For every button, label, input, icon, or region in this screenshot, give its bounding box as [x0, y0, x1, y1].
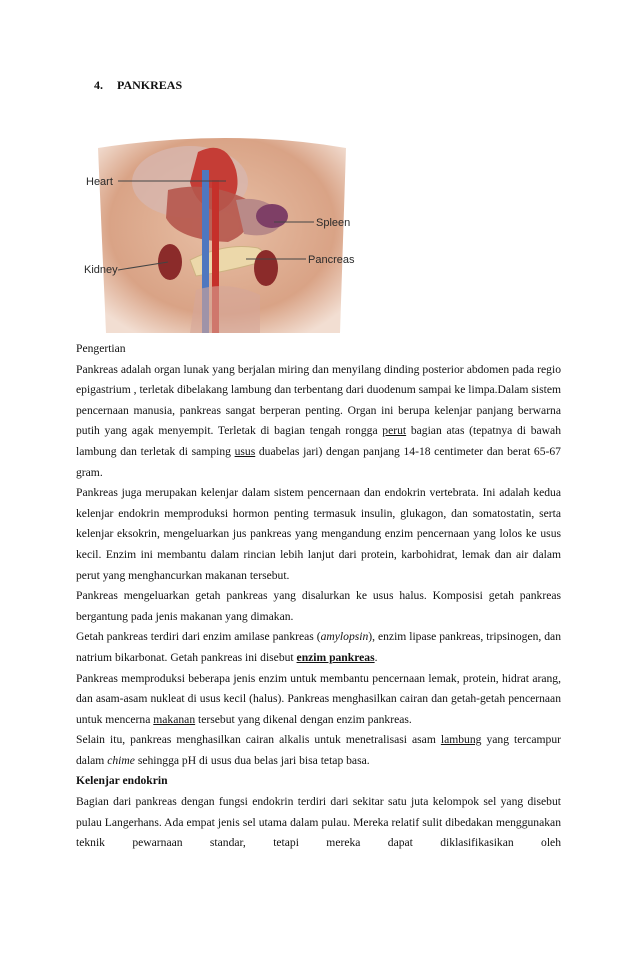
paragraph-5 — [76, 669, 561, 731]
heading-title: PANKREAS — [117, 78, 183, 92]
link-lambung[interactable]: lambung — [440, 733, 482, 747]
paragraph-4 — [76, 627, 561, 668]
article-body — [76, 339, 561, 854]
label-heart: Heart — [86, 176, 113, 188]
paragraph-7: Bagian dari pankreas dengan fungsi endokrin terdiri dari sekitar satu juta kelompok sel yang disebut pulau Langerhans. Ada empat jenis sel utama dalam pulau. Mereka relatif sulit dibedakan menggunakan teknik pewarnaan standar, tetapi mereka dapat diklasifikasikan oleh — [76, 795, 561, 850]
paragraph-1-text-b: bagian atas (tepatnya di bawah lambung dan terletak di samping — [76, 424, 561, 458]
section-heading — [94, 78, 182, 93]
heading-number: 4. — [94, 78, 103, 92]
link-makanan[interactable]: makanan — [153, 712, 196, 726]
label-kidney: Kidney — [84, 264, 118, 276]
paragraph-3: Pankreas mengeluarkan getah pankreas yang disalurkan ke usus halus. Komposisi getah pankreas bergantung pada jenis makanan yang dimakan. — [76, 589, 561, 623]
paragraph-6 — [76, 730, 561, 771]
paragraph-6-text-c: sehingga pH di usus dua belas jari bisa tetap basa. — [134, 753, 370, 767]
paragraph-6-text-b: yang tercampur dalam — [76, 733, 562, 767]
paragraph-2: Pankreas juga merupakan kelenjar dalam sistem pencernaan dan endokrin vertebrata. Ini adalah kedua kelenjar endokrin memproduksi hormon penting termasuk insulin, glukagon, dan somatostatin, serta kelenjar eksokrin, mengeluarkan jus pankreas yang mengandung enzim pencernaan yang lolos ke usus kecil. Enzim ini membantu dalam rincian lebih lanjut dari protein, karbohidrat, lemak dan air dalam perut yang menghancurkan makanan tersebut. — [76, 486, 561, 582]
paragraph-6-text-a: Selain itu, pankreas menghasilkan cairan alkalis untuk menetralisasi asam — [76, 733, 441, 747]
term-chime: chime — [107, 753, 135, 767]
subheading-kelenjar-endokrin: Kelenjar endokrin — [76, 774, 168, 788]
label-pancreas: Pancreas — [308, 254, 355, 266]
paragraph-1 — [76, 360, 561, 484]
link-usus[interactable]: usus — [234, 444, 256, 458]
pancreas-anatomy-image — [78, 130, 378, 333]
link-enzim-pankreas[interactable]: enzim pankreas — [296, 650, 375, 664]
intestine-shape — [190, 286, 260, 333]
term-amylopsin: amylopsin — [320, 630, 369, 644]
paragraph-5-text-b: tersebut yang dikenal dengan enzim pankreas. — [195, 712, 412, 726]
paragraph-4-text-b: ), enzim lipase pankreas, tripsinogen, dan natrium bikarbonat. Getah pankreas ini disebut — [76, 630, 562, 664]
spleen-shape — [256, 204, 288, 228]
subheading-pengertian: Pengertian — [76, 342, 126, 355]
label-spleen: Spleen — [316, 217, 351, 229]
kidney-right-shape — [254, 250, 278, 286]
link-perut[interactable]: perut — [382, 424, 407, 438]
paragraph-5-text-a: Pankreas memproduksi beberapa jenis enzim untuk membantu pencernaan lemak, protein, hidrat arang, dan asam-asam nukleat di usus kecil (halus). Pankreas menghasilkan cairan dan getah-getah pencernaan untuk mencerna — [76, 671, 561, 726]
paragraph-4-text-a: Getah pankreas terdiri dari enzim amilase pankreas ( — [76, 630, 321, 644]
paragraph-4-text-c: . — [374, 650, 378, 664]
paragraph-1-text-c: duabelas jari) dengan panjang 14-18 centimeter dan berat 65-67 gram. — [76, 444, 561, 479]
paragraph-1-text-a: Pankreas adalah organ lunak yang berjalan miring dan menyilang dinding posterior abdomen pada regio epigastrium , terletak dibelakang lambung dan terbentang dari duodenum sampai ke limpa.Dalam sistem pencernaan manusia, pankreas sangat berperan penting. Organ ini berupa kelenjar panjang berwarna putih yang agak menyempit. Terletak di bagian tengah rongga — [76, 362, 561, 438]
kidney-left-shape — [158, 244, 182, 280]
